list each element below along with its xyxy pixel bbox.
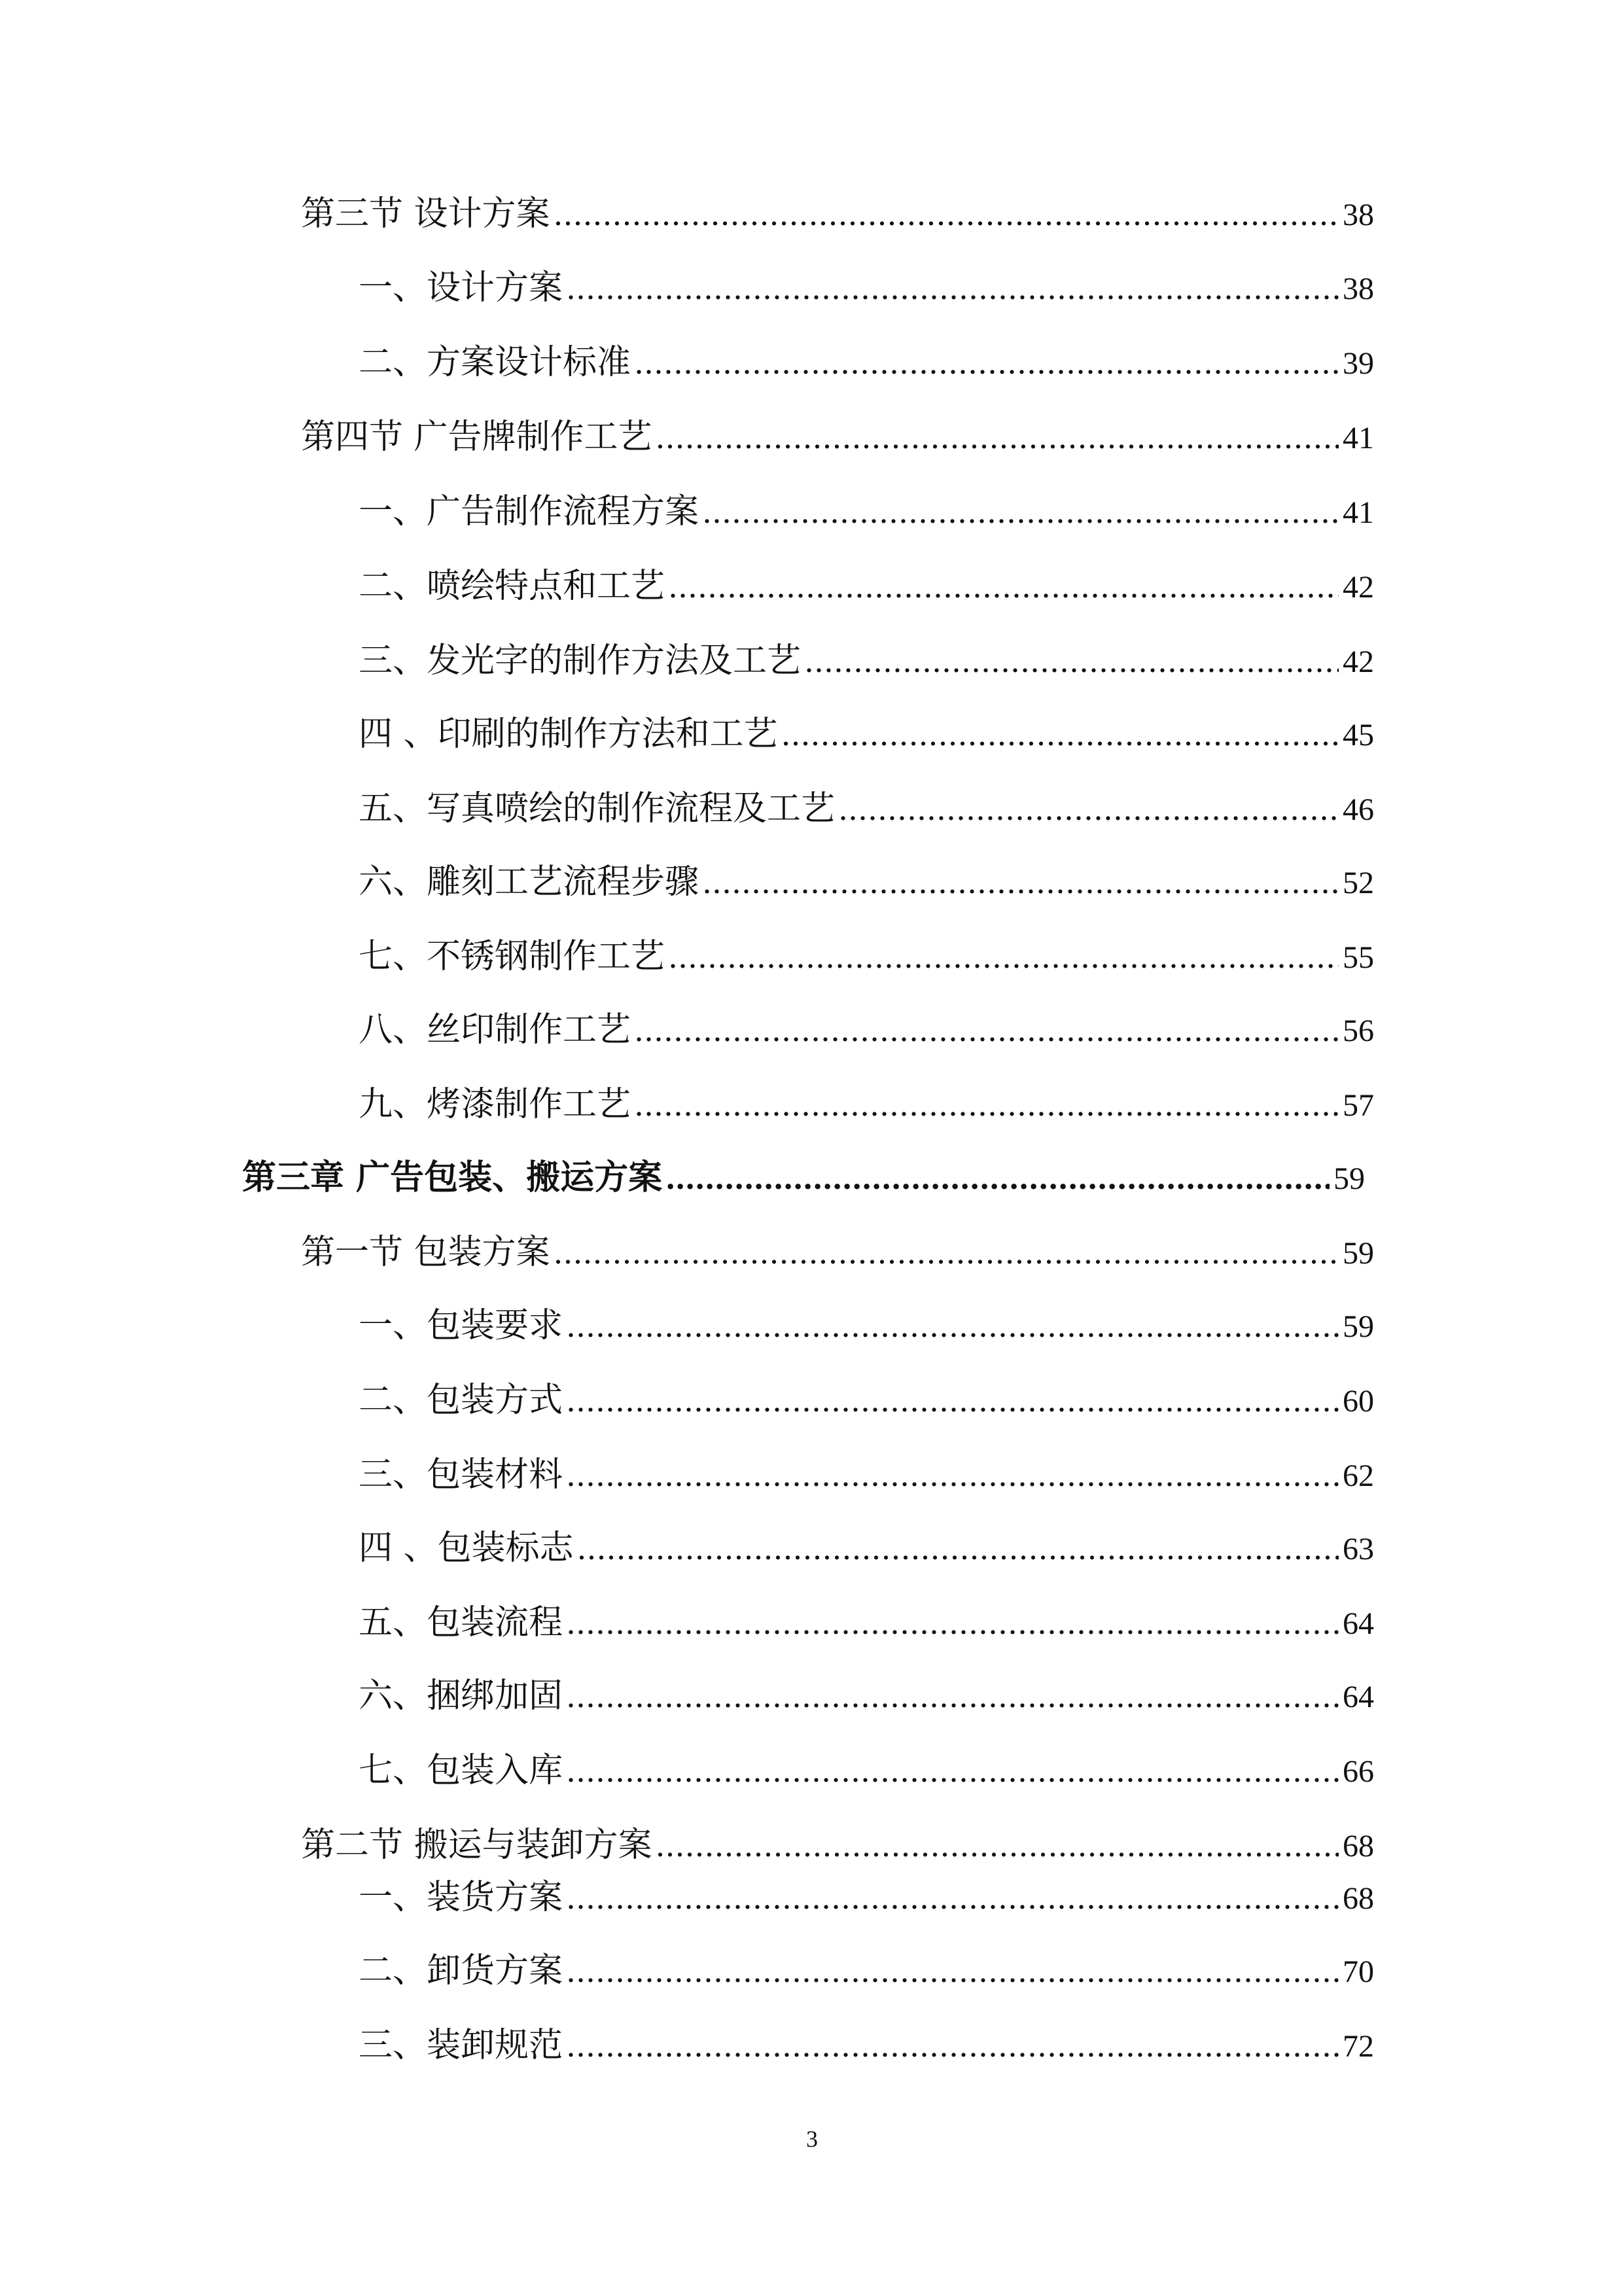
toc-entry-title: 第四节 广告牌制作工艺 <box>301 417 652 457</box>
dot-leader <box>567 1305 1339 1347</box>
toc-item-row <box>359 936 1374 979</box>
toc-entry-title: 一、装货方案 <box>359 1878 563 1917</box>
toc-item-row <box>359 1454 1374 1497</box>
dot-leader <box>635 342 1339 384</box>
dot-leader <box>805 641 1339 682</box>
toc-entry-title: 九、烤漆制作工艺 <box>359 1085 631 1124</box>
dot-leader <box>567 1750 1339 1792</box>
dot-leader <box>839 788 1339 830</box>
dot-leader <box>666 1157 1330 1199</box>
dot-leader <box>567 1951 1339 1992</box>
toc-entry-page: 42 <box>1343 570 1374 605</box>
toc-entry-title: 六、捆绑加固 <box>359 1676 563 1716</box>
dot-leader <box>782 714 1339 756</box>
toc-entry-page: 59 <box>1333 1161 1365 1196</box>
dot-leader <box>703 491 1339 533</box>
toc-item-row <box>359 1950 1374 1993</box>
dot-leader <box>554 194 1339 236</box>
dot-leader <box>578 1528 1339 1570</box>
toc-item-row <box>359 1527 1374 1570</box>
toc-entry-page: 38 <box>1343 272 1374 306</box>
toc-entry-page: 63 <box>1343 1532 1374 1566</box>
toc-entry-title: 一、设计方案 <box>359 268 563 308</box>
toc-entry-title: 第三章 广告包装、搬运方案 <box>242 1157 663 1197</box>
toc-entry-title: 六、雕刻工艺流程步骤 <box>359 862 699 902</box>
toc-item-row <box>359 267 1374 310</box>
dot-leader <box>567 1877 1339 1919</box>
toc-entry-title: 四 、印刷的制作方法和工艺 <box>359 715 778 754</box>
toc-entry-title: 三、发光字的制作方法及工艺 <box>359 641 802 680</box>
toc-entry-title: 二、包装方式 <box>359 1381 563 1420</box>
toc-entry-page: 52 <box>1343 866 1374 900</box>
toc-entry-title: 三、包装材料 <box>359 1455 563 1494</box>
dot-leader <box>635 1010 1339 1051</box>
toc-item-row <box>359 713 1374 756</box>
dot-leader <box>703 862 1339 904</box>
toc-entry-title: 五、包装流程 <box>359 1603 563 1642</box>
toc-entry-title: 第二节 搬运与装卸方案 <box>301 1826 652 1865</box>
dot-leader <box>567 2025 1339 2067</box>
toc-item-row <box>359 1379 1374 1422</box>
toc-entry-page: 46 <box>1343 792 1374 827</box>
toc-entry-page: 41 <box>1343 421 1374 455</box>
toc-entry-page: 57 <box>1343 1088 1374 1123</box>
page-number: 3 <box>806 2126 818 2152</box>
toc-section-row <box>301 416 1374 459</box>
toc-item-row <box>359 491 1374 534</box>
toc-entry-title: 一、广告制作流程方案 <box>359 492 699 531</box>
toc-item-row <box>359 1084 1374 1127</box>
toc-entry-page: 55 <box>1343 940 1374 975</box>
dot-leader <box>656 1825 1339 1867</box>
toc-item-row <box>359 1675 1374 1718</box>
toc-entry-page: 70 <box>1343 1954 1374 1989</box>
toc-entry-title: 一、包装要求 <box>359 1306 563 1345</box>
toc-item-row <box>359 1877 1374 1920</box>
toc-entry-title: 第一节 包装方案 <box>301 1233 550 1272</box>
toc-item-row <box>359 2024 1374 2068</box>
toc-entry-page: 56 <box>1343 1014 1374 1048</box>
toc-entry-title: 五、写真喷绘的制作流程及工艺 <box>359 789 836 828</box>
toc-entry-page: 59 <box>1343 1309 1374 1344</box>
toc-item-row <box>359 1602 1374 1645</box>
toc-item-row <box>359 1305 1374 1348</box>
toc-item-row <box>359 565 1374 609</box>
dot-leader <box>635 1084 1339 1126</box>
toc-entry-title: 第三节 设计方案 <box>301 194 550 234</box>
toc-entry-page: 66 <box>1343 1754 1374 1789</box>
toc-entry-page: 38 <box>1343 198 1374 232</box>
toc-entry-page: 60 <box>1343 1384 1374 1419</box>
dot-leader <box>567 1602 1339 1644</box>
toc-item-row <box>359 640 1374 683</box>
toc-entry-title: 七、包装入库 <box>359 1751 563 1790</box>
toc-item-row <box>359 861 1374 904</box>
dot-leader <box>567 1676 1339 1718</box>
toc-entry-page: 72 <box>1343 2029 1374 2064</box>
toc-entry-title: 三、装卸规范 <box>359 2026 563 2065</box>
toc-item-row <box>359 1009 1374 1052</box>
toc-entry-page: 45 <box>1343 718 1374 752</box>
toc-entry-page: 42 <box>1343 645 1374 679</box>
toc-entry-page: 41 <box>1343 495 1374 530</box>
toc-entry-title: 八、丝印制作工艺 <box>359 1010 631 1050</box>
toc-item-row <box>359 788 1374 831</box>
toc-entry-page: 68 <box>1343 1881 1374 1916</box>
dot-leader <box>669 566 1339 608</box>
dot-leader <box>554 1232 1339 1274</box>
dot-leader <box>567 268 1339 309</box>
toc-item-row <box>359 1750 1374 1793</box>
dot-leader <box>669 936 1339 978</box>
toc-entry-page: 59 <box>1343 1236 1374 1271</box>
toc-item-row <box>359 342 1374 385</box>
toc-section-row <box>301 1231 1374 1275</box>
toc-entry-title: 二、卸货方案 <box>359 1951 563 1990</box>
dot-leader <box>656 417 1339 459</box>
toc-section-row <box>301 1824 1374 1867</box>
toc-section-row <box>301 193 1374 236</box>
toc-entry-title: 二、方案设计标准 <box>359 343 631 382</box>
toc-entry-page: 64 <box>1343 1606 1374 1641</box>
toc-entry-title: 四 、包装标志 <box>359 1528 574 1568</box>
toc-entry-title: 二、喷绘特点和工艺 <box>359 567 665 606</box>
toc-entry-page: 64 <box>1343 1680 1374 1714</box>
dot-leader <box>567 1455 1339 1496</box>
toc-entry-page: 62 <box>1343 1458 1374 1493</box>
toc-entry-title: 七、不锈钢制作工艺 <box>359 937 665 976</box>
dot-leader <box>567 1380 1339 1422</box>
toc-entry-page: 68 <box>1343 1829 1374 1863</box>
toc-chapter-row <box>242 1157 1365 1200</box>
toc-entry-page: 39 <box>1343 346 1374 381</box>
